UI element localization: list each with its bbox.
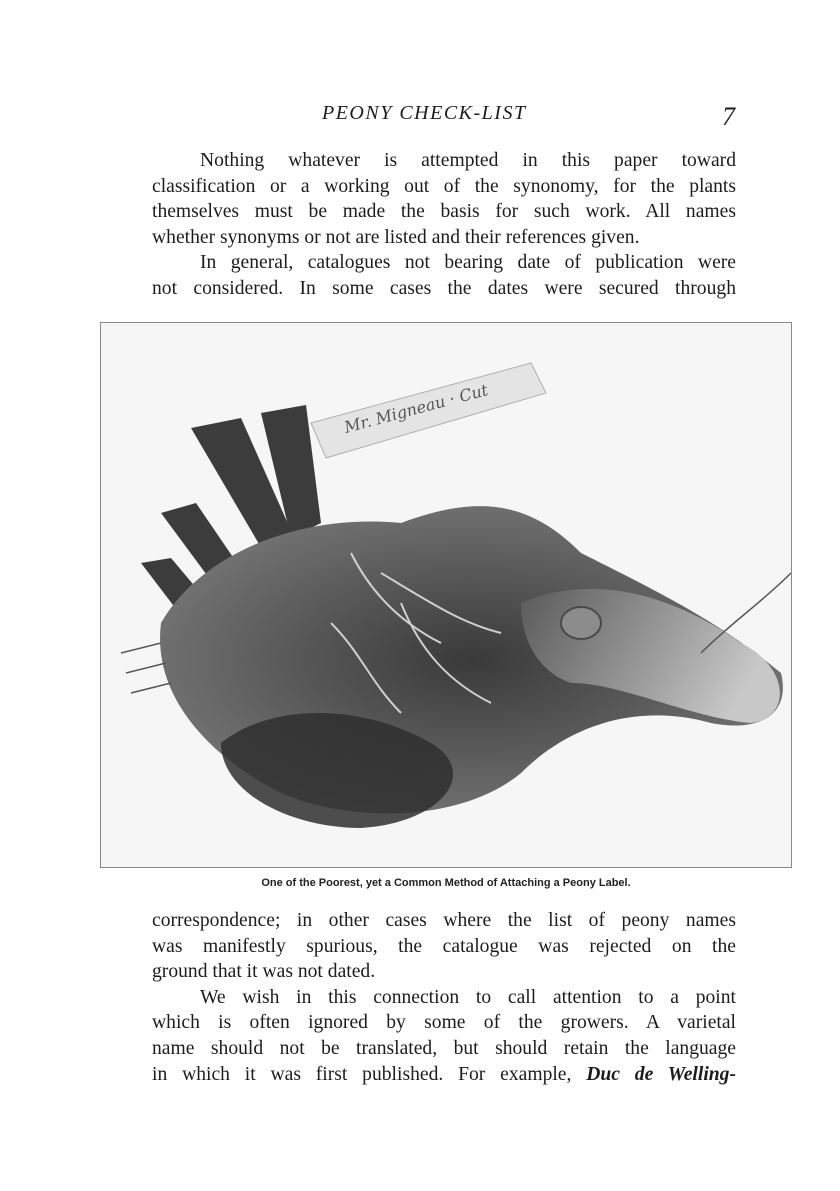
text-line: correspondence; in other cases where the list of peony names bbox=[152, 910, 736, 931]
text-line: whether synonyms or not are listed and their references given. bbox=[152, 226, 640, 248]
text-line: was manifestly spurious, the catalogue was rejected on the bbox=[152, 935, 736, 957]
body-text-bottom bbox=[152, 908, 736, 1087]
figure-caption: One of the Poorest, yet a Common Method of Attaching a Peony Label. bbox=[261, 877, 631, 889]
text-line: in which it was first published. For example, bbox=[152, 1063, 572, 1085]
label-handwriting: Mr. Migneau · Cut bbox=[342, 380, 491, 437]
body-text-top bbox=[152, 148, 736, 302]
text-line: which is often ignored by some of the growers. A varietal bbox=[152, 1012, 736, 1034]
running-title: PEONY CHECK-LIST bbox=[322, 102, 527, 124]
text-line: In general, catalogues not bearing date of publication were bbox=[200, 252, 736, 274]
text-line: classification or a working out of the synonomy, for the plants bbox=[152, 175, 736, 197]
text-line: themselves must be made the basis for such work. All names bbox=[152, 201, 736, 223]
text-line: ground that it was not dated. bbox=[152, 961, 376, 983]
text-line: not considered. In some cases the dates were secured through bbox=[152, 277, 736, 299]
text-line-with-example bbox=[152, 1062, 736, 1088]
text-line: name should not be translated, but should retain the language bbox=[152, 1037, 736, 1059]
page-number: 7 bbox=[722, 102, 735, 131]
peony-root-photo-icon bbox=[101, 323, 791, 867]
text-line: We wish in this connection to call attention to a point bbox=[200, 986, 736, 1008]
peony-root-photo bbox=[100, 322, 792, 868]
text-line: Nothing whatever is attempted in this paper toward bbox=[200, 150, 736, 171]
variety-name: Duc de Welling- bbox=[586, 1063, 736, 1085]
running-head bbox=[0, 100, 840, 132]
